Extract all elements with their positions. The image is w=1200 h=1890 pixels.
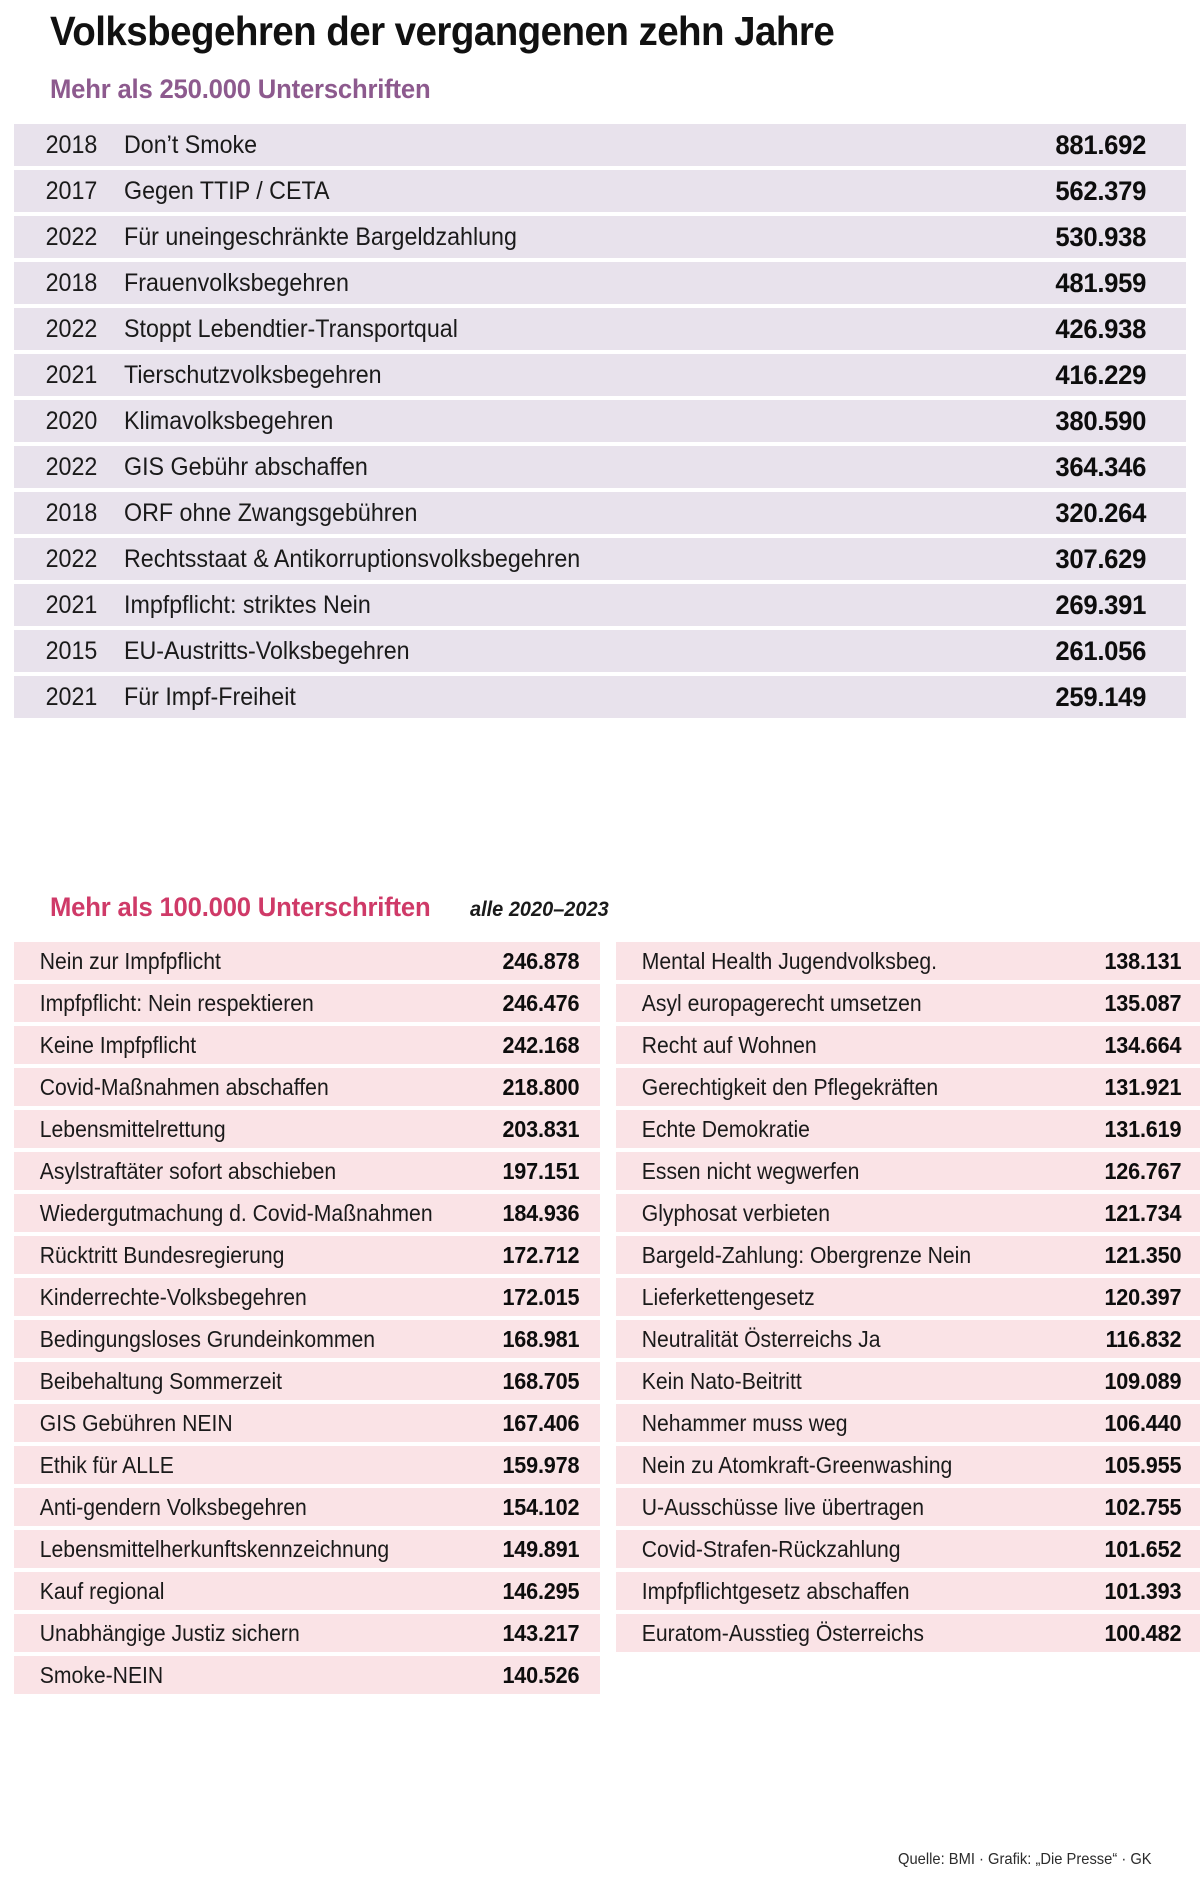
row-label: Gerechtigkeit den Pflegekräften bbox=[641, 1073, 939, 1100]
section-1-heading: Mehr als 250.000 Unterschriften bbox=[50, 74, 431, 104]
table-row bbox=[14, 942, 600, 980]
table-row bbox=[14, 1026, 600, 1064]
row-year: 2022 bbox=[45, 544, 98, 573]
row-value: 138.131 bbox=[1104, 947, 1182, 974]
table-row bbox=[616, 1488, 1200, 1526]
row-label: Nein zur Impfpflicht bbox=[39, 947, 221, 974]
table-row bbox=[616, 1572, 1200, 1610]
row-value: 143.217 bbox=[502, 1619, 580, 1646]
row-value: 242.168 bbox=[502, 1031, 580, 1058]
table-row bbox=[14, 1656, 600, 1694]
section-2-heading-note: alle 2020–2023 bbox=[470, 898, 610, 921]
row-value: 218.800 bbox=[502, 1073, 580, 1100]
row-label: Euratom-Ausstieg Österreichs bbox=[641, 1619, 924, 1646]
row-value: 146.295 bbox=[502, 1577, 580, 1604]
row-value: 109.089 bbox=[1104, 1367, 1182, 1394]
source-credit: Quelle: BMI · Grafik: „Die Presse“ · GK bbox=[898, 1851, 1152, 1868]
row-label: Stoppt Lebendtier-Transportqual bbox=[124, 314, 458, 343]
table-row bbox=[616, 1320, 1200, 1358]
section-2-heading: Mehr als 100.000 Unterschriften bbox=[50, 892, 431, 922]
row-label: Kein Nato-Beitritt bbox=[641, 1367, 802, 1394]
row-label: U-Ausschüsse live übertragen bbox=[641, 1493, 925, 1520]
table-row bbox=[616, 1278, 1200, 1316]
row-value: 121.734 bbox=[1104, 1199, 1182, 1226]
table-row bbox=[14, 538, 1186, 580]
row-value: 172.712 bbox=[502, 1241, 580, 1268]
row-value: 426.938 bbox=[1055, 313, 1147, 344]
table-row bbox=[616, 1194, 1200, 1232]
table-row bbox=[14, 446, 1186, 488]
table-row bbox=[14, 1110, 600, 1148]
row-year: 2022 bbox=[45, 452, 98, 481]
row-value: 149.891 bbox=[502, 1535, 580, 1562]
table-row bbox=[14, 1572, 600, 1610]
row-value: 159.978 bbox=[502, 1451, 580, 1478]
row-value: 140.526 bbox=[502, 1661, 580, 1688]
row-year: 2015 bbox=[45, 636, 98, 665]
table-row bbox=[14, 400, 1186, 442]
row-year: 2018 bbox=[45, 268, 98, 297]
row-value: 380.590 bbox=[1055, 405, 1147, 436]
table-row bbox=[14, 492, 1186, 534]
section-2-left-column bbox=[14, 942, 600, 1698]
row-value: 530.938 bbox=[1055, 221, 1147, 252]
table-row bbox=[14, 1530, 600, 1568]
row-value: 481.959 bbox=[1055, 267, 1147, 298]
row-label: Anti-gendern Volksbegehren bbox=[39, 1493, 307, 1520]
row-label: Essen nicht wegwerfen bbox=[641, 1157, 860, 1184]
row-value: 101.652 bbox=[1104, 1535, 1182, 1562]
row-year: 2022 bbox=[45, 222, 98, 251]
table-row bbox=[14, 1446, 600, 1484]
row-label: Asyl europagerecht umsetzen bbox=[641, 989, 922, 1016]
table-row bbox=[14, 1362, 600, 1400]
row-label: Nein zu Atomkraft-Greenwashing bbox=[641, 1451, 953, 1478]
row-value: 168.705 bbox=[502, 1367, 580, 1394]
row-value: 269.391 bbox=[1055, 589, 1147, 620]
row-label: Lebensmittelrettung bbox=[39, 1115, 226, 1142]
row-label: Rücktritt Bundesregierung bbox=[39, 1241, 285, 1268]
table-row bbox=[616, 1068, 1200, 1106]
row-label: Tierschutzvolksbegehren bbox=[124, 360, 382, 389]
row-value: 121.350 bbox=[1104, 1241, 1182, 1268]
row-value: 246.476 bbox=[502, 989, 580, 1016]
table-row bbox=[616, 1110, 1200, 1148]
row-label: Keine Impfpflicht bbox=[39, 1031, 197, 1058]
row-label: Für Impf-Freiheit bbox=[124, 682, 296, 711]
row-value: 135.087 bbox=[1104, 989, 1182, 1016]
table-row bbox=[14, 1236, 600, 1274]
table-row bbox=[14, 1152, 600, 1190]
row-label: Bargeld-Zahlung: Obergrenze Nein bbox=[641, 1241, 972, 1268]
row-value: 416.229 bbox=[1055, 359, 1147, 390]
table-row bbox=[616, 1446, 1200, 1484]
row-label: Covid-Maßnahmen abschaffen bbox=[39, 1073, 329, 1100]
row-label: ORF ohne Zwangsgebühren bbox=[124, 498, 418, 527]
row-value: 259.149 bbox=[1055, 681, 1147, 712]
table-row bbox=[616, 1236, 1200, 1274]
row-label: Frauenvolksbegehren bbox=[124, 268, 349, 297]
row-value: 134.664 bbox=[1104, 1031, 1182, 1058]
row-year: 2018 bbox=[45, 130, 98, 159]
row-label: Klimavolksbegehren bbox=[124, 406, 334, 435]
table-row bbox=[616, 984, 1200, 1022]
table-row bbox=[14, 584, 1186, 626]
row-label: Echte Demokratie bbox=[641, 1115, 810, 1142]
section-2-right-column bbox=[616, 942, 1200, 1698]
row-year: 2021 bbox=[45, 360, 98, 389]
section-2-table bbox=[14, 942, 1186, 1698]
row-value: 168.981 bbox=[502, 1325, 580, 1352]
table-row bbox=[616, 1026, 1200, 1064]
row-value: 197.151 bbox=[502, 1157, 580, 1184]
row-label: Mental Health Jugendvolksbeg. bbox=[641, 947, 938, 974]
table-row bbox=[14, 984, 600, 1022]
table-row bbox=[616, 1362, 1200, 1400]
row-value: 167.406 bbox=[502, 1409, 580, 1436]
row-label: Für uneingeschränkte Bargeldzahlung bbox=[124, 222, 517, 251]
row-value: 364.346 bbox=[1055, 451, 1147, 482]
row-label: Covid-Strafen-Rückzahlung bbox=[641, 1535, 901, 1562]
table-row bbox=[616, 1530, 1200, 1568]
row-year: 2020 bbox=[45, 406, 98, 435]
row-label: Bedingungsloses Grundeinkommen bbox=[39, 1325, 375, 1352]
table-row bbox=[616, 1614, 1200, 1652]
row-label: Don’t Smoke bbox=[124, 130, 258, 159]
table-row bbox=[14, 1068, 600, 1106]
row-value: 261.056 bbox=[1055, 635, 1147, 666]
row-year: 2017 bbox=[45, 176, 98, 205]
row-label: Impfpflicht: Nein respektieren bbox=[39, 989, 314, 1016]
table-row bbox=[14, 170, 1186, 212]
row-label: Neutralität Österreichs Ja bbox=[641, 1325, 881, 1352]
row-year: 2022 bbox=[45, 314, 98, 343]
row-value: 172.015 bbox=[502, 1283, 580, 1310]
row-label: Lieferkettengesetz bbox=[641, 1283, 815, 1310]
row-label: Nehammer muss weg bbox=[641, 1409, 848, 1436]
row-value: 120.397 bbox=[1104, 1283, 1182, 1310]
row-value: 100.482 bbox=[1104, 1619, 1182, 1646]
row-value: 101.393 bbox=[1104, 1577, 1182, 1604]
table-row bbox=[14, 124, 1186, 166]
table-row bbox=[14, 216, 1186, 258]
row-value: 203.831 bbox=[502, 1115, 580, 1142]
row-value: 131.619 bbox=[1104, 1115, 1182, 1142]
row-label: Glyphosat verbieten bbox=[641, 1199, 830, 1226]
table-row bbox=[14, 676, 1186, 718]
row-value: 307.629 bbox=[1055, 543, 1147, 574]
row-label: Asylstraftäter sofort abschieben bbox=[39, 1157, 337, 1184]
row-label: Rechtsstaat & Antikorruptionsvolksbegehren bbox=[124, 544, 581, 573]
table-row bbox=[14, 1614, 600, 1652]
row-year: 2021 bbox=[45, 682, 98, 711]
row-value: 246.878 bbox=[502, 947, 580, 974]
row-label: Wiedergutmachung d. Covid-Maßnahmen bbox=[39, 1199, 433, 1226]
table-row bbox=[14, 630, 1186, 672]
row-year: 2018 bbox=[45, 498, 98, 527]
table-row bbox=[616, 942, 1200, 980]
table-row bbox=[14, 262, 1186, 304]
row-label: GIS Gebühren NEIN bbox=[39, 1409, 233, 1436]
row-value: 131.921 bbox=[1104, 1073, 1182, 1100]
row-value: 881.692 bbox=[1055, 129, 1147, 160]
table-row bbox=[14, 1194, 600, 1232]
row-label: Beibehaltung Sommerzeit bbox=[39, 1367, 283, 1394]
row-label: Ethik für ALLE bbox=[39, 1451, 174, 1478]
row-label: Impfpflichtgesetz abschaffen bbox=[641, 1577, 910, 1604]
row-label: Impfpflicht: striktes Nein bbox=[124, 590, 371, 619]
row-label: EU-Austritts-Volksbegehren bbox=[124, 636, 410, 665]
row-value: 102.755 bbox=[1104, 1493, 1182, 1520]
table-row bbox=[616, 1404, 1200, 1442]
row-year: 2021 bbox=[45, 590, 98, 619]
row-value: 126.767 bbox=[1104, 1157, 1182, 1184]
row-value: 184.936 bbox=[502, 1199, 580, 1226]
section-2-heading-group bbox=[50, 892, 616, 923]
row-label: GIS Gebühr abschaffen bbox=[124, 452, 368, 481]
table-row bbox=[14, 308, 1186, 350]
row-label: Kinderrechte-Volksbegehren bbox=[39, 1283, 307, 1310]
section-1-table bbox=[14, 124, 1186, 722]
table-row bbox=[14, 1320, 600, 1358]
row-value: 106.440 bbox=[1104, 1409, 1182, 1436]
row-value: 562.379 bbox=[1055, 175, 1147, 206]
row-label: Smoke-NEIN bbox=[39, 1661, 164, 1688]
table-row bbox=[14, 1278, 600, 1316]
row-label: Gegen TTIP / CETA bbox=[124, 176, 330, 205]
row-label: Unabhängige Justiz sichern bbox=[39, 1619, 300, 1646]
table-row bbox=[616, 1152, 1200, 1190]
row-label: Kauf regional bbox=[39, 1577, 165, 1604]
page-title: Volksbegehren der vergangenen zehn Jahre bbox=[50, 8, 835, 54]
row-value: 154.102 bbox=[502, 1493, 580, 1520]
table-row bbox=[14, 354, 1186, 396]
row-label: Recht auf Wohnen bbox=[641, 1031, 817, 1058]
row-label: Lebensmittelherkunftskennzeichnung bbox=[39, 1535, 390, 1562]
table-row bbox=[14, 1488, 600, 1526]
row-value: 105.955 bbox=[1104, 1451, 1182, 1478]
row-value: 116.832 bbox=[1105, 1325, 1182, 1352]
row-value: 320.264 bbox=[1055, 497, 1147, 528]
table-row bbox=[14, 1404, 600, 1442]
